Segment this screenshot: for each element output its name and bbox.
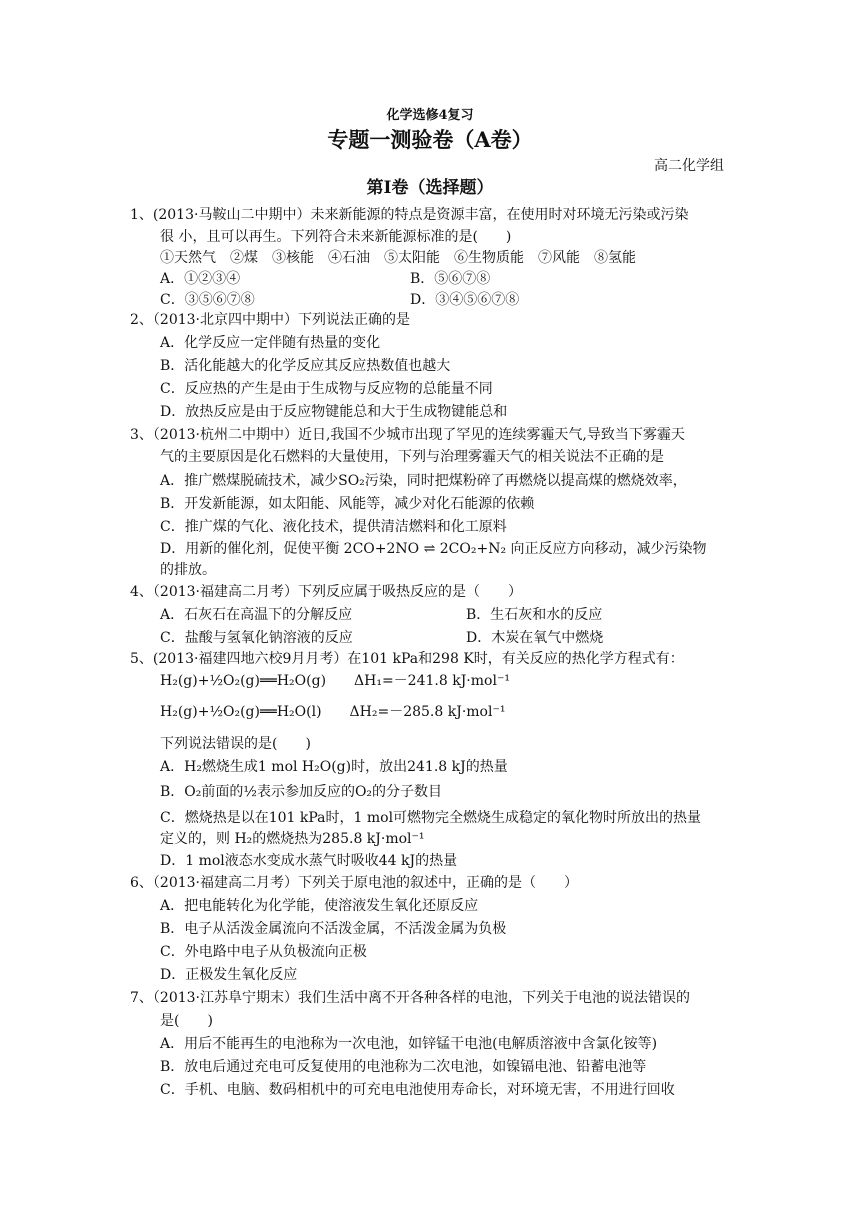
question-6-option-a: A．把电能转化为化学能，使溶液发生氧化还原反应 bbox=[160, 898, 479, 914]
question-1-option-a: A．①②③④ bbox=[160, 271, 241, 287]
question-3-option-d-cont: 的排放。 bbox=[160, 562, 216, 578]
question-3-line-2: 气的主要原因是化石燃料的大量使用，下列与治理雾霾天气的相关说法不正确的是 bbox=[160, 449, 664, 465]
page-title: 专题一测验卷（A卷） bbox=[327, 127, 533, 152]
question-5-option-a: A．H₂燃烧生成1 mol H₂O(g)时，放出241.8 kJ的热量 bbox=[160, 759, 508, 775]
question-4-option-b: B．生石灰和水的反应 bbox=[466, 607, 603, 623]
question-1-option-d: D．③④⑤⑥⑦⑧ bbox=[410, 292, 520, 308]
question-5-option-c-cont: 定义的，则 H₂的燃烧热为285.8 kJ·mol⁻¹ bbox=[160, 831, 425, 847]
question-5-option-c: C．燃烧热是以在101 kPa时，1 mol可燃物完全燃烧生成稳定的氧化物时所放出的热量 bbox=[160, 810, 702, 826]
question-4-option-d: D．木炭在氧气中燃烧 bbox=[466, 630, 604, 646]
question-5-option-d: D．1 mol液态水变成水蒸气时吸收44 kJ的热量 bbox=[160, 853, 458, 869]
subject-heading: 化学选修4复习 bbox=[386, 108, 474, 123]
question-5-equation-2: H₂(g)+½O₂(g)══H₂O(l) ΔH₂=－285.8 kJ·mol⁻¹ bbox=[160, 704, 506, 720]
question-5-line-1: 5、(2013·福建四地六校9月月考）在101 kPa和298 K时，有关反应的热化学方程式有： bbox=[130, 651, 684, 667]
question-7-line-1: 7、（2013·江苏阜宁期末）我们生活中离不开各种各样的电池，下列关于电池的说法错误的 bbox=[130, 990, 690, 1006]
question-4-option-c: C．盐酸与氢氧化钠溶液的反应 bbox=[160, 630, 353, 646]
question-2-option-a: A．化学反应一定伴随有热量的变化 bbox=[160, 335, 381, 351]
question-1-line-1: 1、(2013·马鞍山二中期中）未来新能源的特点是资源丰富，在使用时对环境无污染或污染 bbox=[130, 207, 689, 223]
question-6-option-b: B．电子从活泼金属流向不活泼金属，不活泼金属为负极 bbox=[160, 921, 507, 937]
question-5-line-4: 下列说法错误的是( ) bbox=[160, 736, 311, 752]
question-4-option-a: A．石灰石在高温下的分解反应 bbox=[160, 607, 353, 623]
question-2-option-b: B．活化能越大的化学反应其反应热数值也越大 bbox=[160, 358, 451, 374]
question-6-option-c: C．外电路中电子从负极流向正极 bbox=[160, 944, 367, 960]
question-2-option-d: D．放热反应是由于反应物键能总和大于生成物键能总和 bbox=[160, 404, 508, 420]
question-5-option-b: B．O₂前面的½表示参加反应的O₂的分子数目 bbox=[160, 784, 443, 800]
question-3-option-c: C．推广煤的气化、液化技术，提供清洁燃料和化工原料 bbox=[160, 519, 507, 535]
question-7-option-b: B．放电后通过充电可反复使用的电池称为二次电池，如镍镉电池、铅蓄电池等 bbox=[160, 1059, 647, 1075]
section-heading: 第Ⅰ卷（选择题） bbox=[366, 178, 494, 198]
question-7-option-a: A．用后不能再生的电池称为一次电池，如锌锰干电池(电解质溶液中含氯化铵等) bbox=[160, 1036, 658, 1052]
question-7-line-2: 是( ) bbox=[160, 1013, 213, 1029]
question-6-line-1: 6、（2013·福建高二月考）下列关于原电池的叙述中，正确的是（ ） bbox=[130, 875, 578, 891]
question-1-option-b: B．⑤⑥⑦⑧ bbox=[410, 271, 491, 287]
question-2-line-1: 2、（2013·北京四中期中）下列说法正确的是 bbox=[130, 312, 410, 328]
question-2-option-c: C．反应热的产生是由于生成物与反应物的总能量不同 bbox=[160, 381, 493, 397]
question-1-line-2: 很 小，且可以再生。下列符合未来新能源标准的是( ) bbox=[160, 229, 512, 245]
question-1-line-3: ①天然气 ②煤 ③核能 ④石油 ⑤太阳能 ⑥生物质能 ⑦风能 ⑧氢能 bbox=[160, 250, 636, 266]
question-4-line-1: 4、（2013·福建高二月考）下列反应属于吸热反应的是（ ） bbox=[130, 584, 522, 600]
author-group: 高二化学组 bbox=[654, 158, 724, 174]
question-1-option-c: C．③⑤⑥⑦⑧ bbox=[160, 292, 255, 308]
question-6-option-d: D．正极发生氧化反应 bbox=[160, 967, 298, 983]
question-7-option-c: C．手机、电脑、数码相机中的可充电电池使用寿命长，对环境无害，不用进行回收 bbox=[160, 1082, 675, 1098]
question-3-option-b: B．开发新能源，如太阳能、风能等，减少对化石能源的依赖 bbox=[160, 496, 535, 512]
question-5-equation-1: H₂(g)+½O₂(g)══H₂O(g) ΔH₁=－241.8 kJ·mol⁻¹ bbox=[160, 673, 510, 689]
question-3-option-d: D．用新的催化剂，促使平衡 2CO+2NO ⇌ 2CO₂+N₂ 向正反应方向移动，减少污染物 bbox=[160, 541, 707, 557]
question-3-option-a: A．推广燃煤脱硫技术，减少SO₂污染，同时把煤粉碎了再燃烧以提高煤的燃烧效率， bbox=[160, 473, 687, 489]
question-3-line-1: 3、（2013·杭州二中期中）近日,我国不少城市出现了罕见的连续雾霾天气,导致当下雾霾天 bbox=[130, 427, 685, 443]
